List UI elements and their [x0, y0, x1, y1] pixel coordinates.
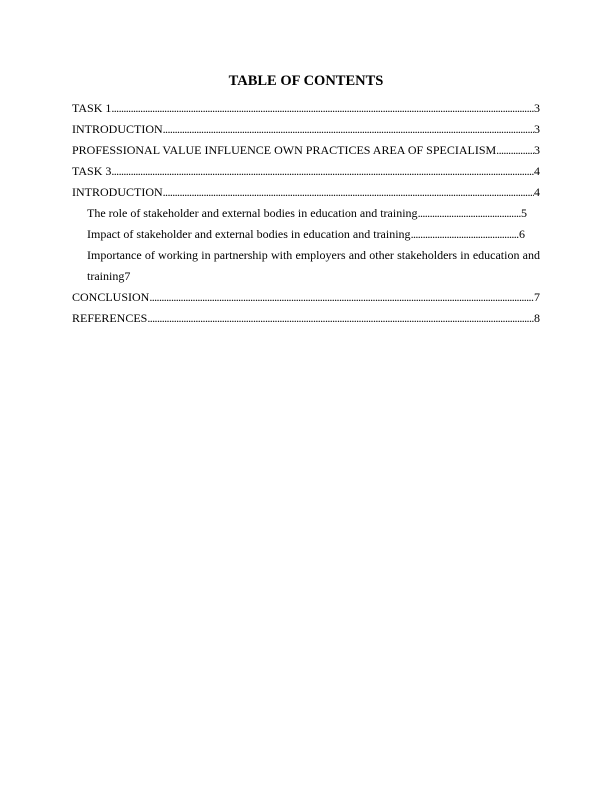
- toc-entry-introduction[interactable]: [72, 119, 540, 140]
- toc-page-number: 7: [534, 290, 540, 304]
- toc-entry-label: TASK 3: [72, 164, 112, 178]
- dot-leader: [163, 119, 534, 140]
- toc-entry-label: TASK 1: [72, 101, 112, 115]
- toc-page-number: 3: [534, 101, 540, 115]
- dot-leader: [147, 308, 534, 329]
- dot-leader: [418, 203, 521, 224]
- toc-entry-references[interactable]: [72, 308, 540, 329]
- toc-entry-label-line-1: Importance of working in partnership with employers and other stakeholders in education and: [87, 248, 540, 262]
- toc-entry-professional-value[interactable]: [72, 140, 540, 161]
- toc-entry-importance-of-partnership[interactable]: [72, 245, 540, 287]
- toc-entry-introduction-2[interactable]: [72, 182, 540, 203]
- toc-list: [72, 98, 540, 329]
- toc-page-number: 4: [534, 185, 540, 199]
- toc-entry-conclusion[interactable]: [72, 287, 540, 308]
- toc-page-number: 5: [521, 206, 527, 220]
- dot-leader: [111, 98, 534, 119]
- dot-leader: [496, 140, 534, 161]
- dot-leader: [111, 161, 534, 182]
- dot-leader: [411, 224, 519, 245]
- toc-page-number: 8: [534, 311, 540, 325]
- toc-entry-label: The role of stakeholder and external bodies in education and training: [87, 206, 418, 220]
- toc-page-number: 3: [534, 143, 540, 157]
- toc-entry-label: PROFESSIONAL VALUE INFLUENCE OWN PRACTICES AREA OF SPECIALISM: [72, 143, 497, 157]
- toc-title: TABLE OF CONTENTS: [228, 73, 384, 89]
- toc-entry-label: REFERENCES: [72, 311, 148, 325]
- dot-leader: [163, 182, 534, 203]
- toc-entry-label-line-2: training: [87, 269, 125, 283]
- toc-entry-impact-of-stakeholder[interactable]: [72, 224, 525, 245]
- toc-entry-label: Impact of stakeholder and external bodies in education and training: [87, 227, 411, 241]
- toc-page-number: 3: [534, 122, 540, 136]
- toc-entry-continuation: [87, 266, 525, 287]
- toc-page-number: 7: [124, 269, 131, 283]
- toc-entry-label: INTRODUCTION: [72, 185, 163, 199]
- toc-entry-task-3[interactable]: [72, 161, 540, 182]
- toc-entry-role-of-stakeholder[interactable]: [72, 203, 527, 224]
- toc-entry-task-1[interactable]: [72, 98, 540, 119]
- dot-leader: [149, 287, 534, 308]
- toc-page-number: 4: [534, 164, 540, 178]
- toc-entry-label: CONCLUSION: [72, 290, 150, 304]
- toc-entry-label: INTRODUCTION: [72, 122, 163, 136]
- toc-page-number: 6: [519, 227, 525, 241]
